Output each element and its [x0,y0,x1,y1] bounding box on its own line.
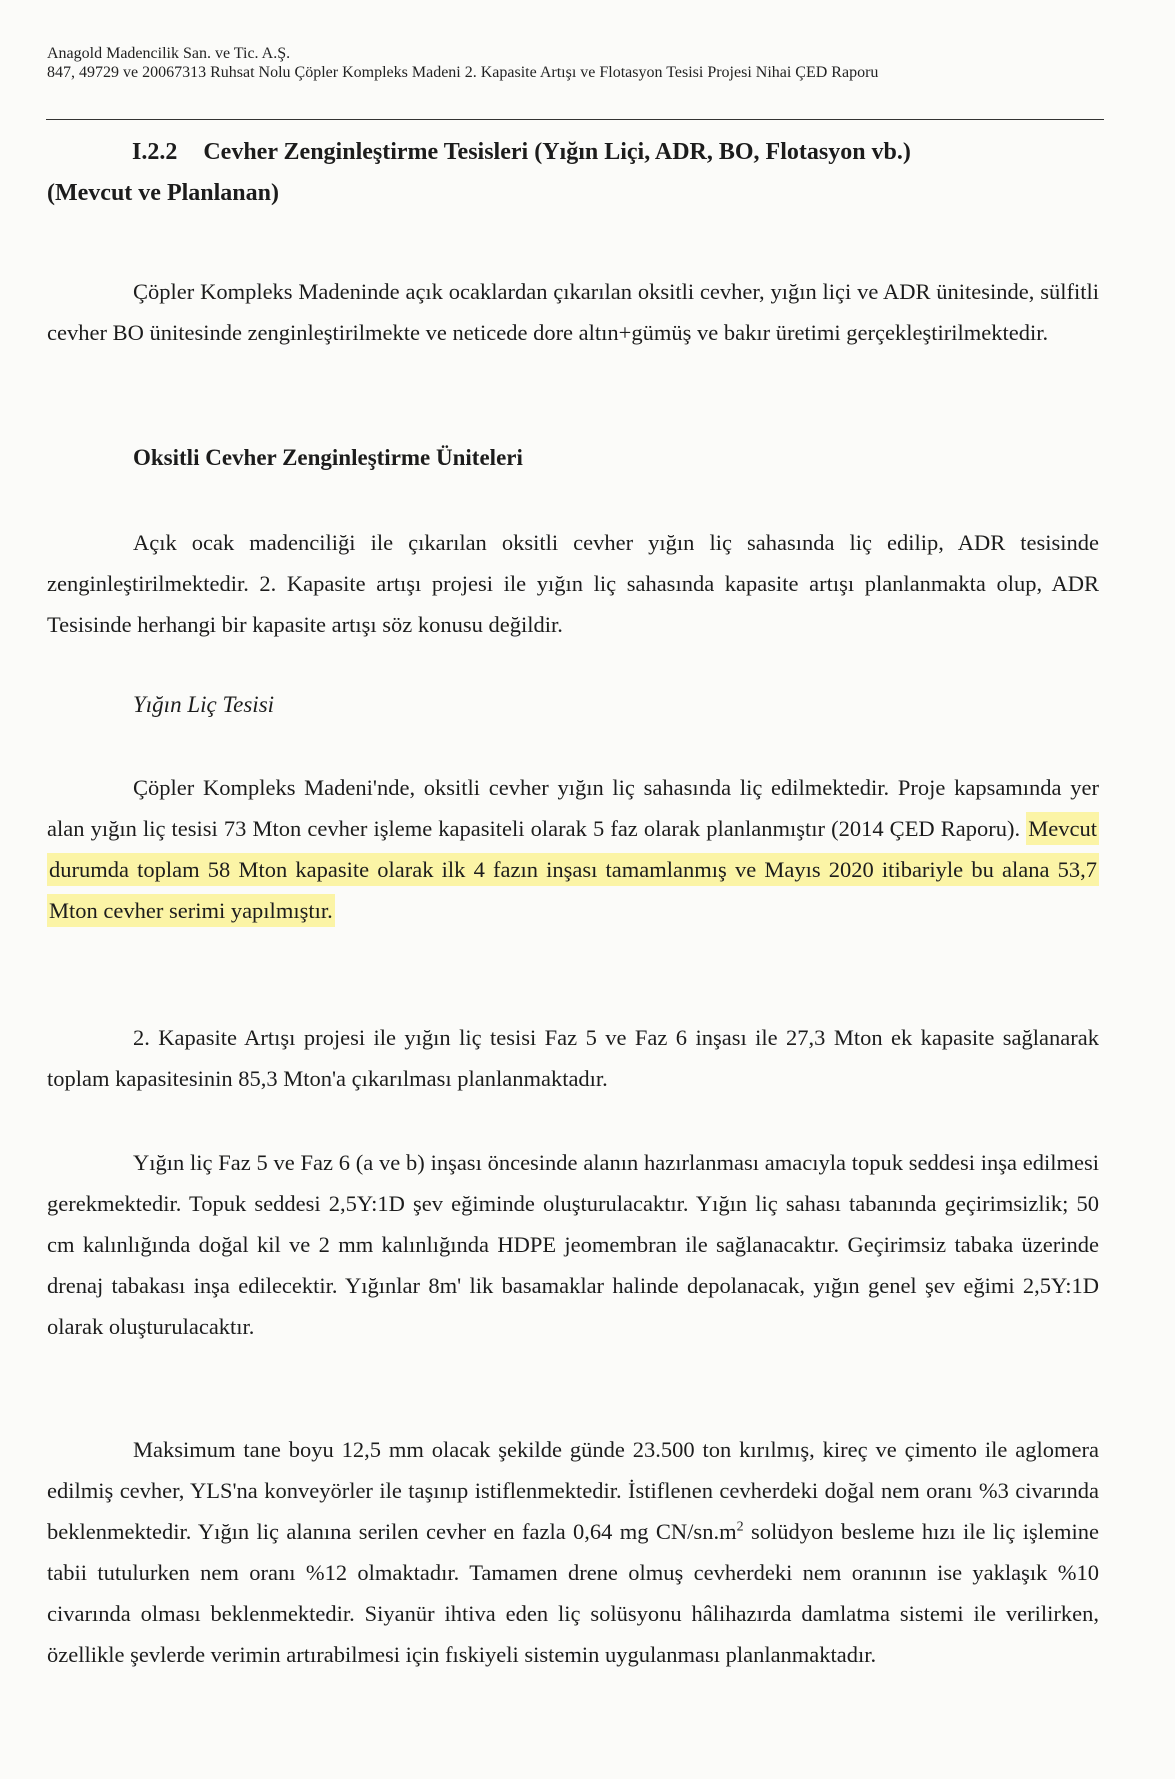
section-number: I.2.2 [132,139,178,165]
running-header [47,44,1107,82]
heap-subheading: Yığın Liç Tesisi [133,692,275,717]
maximum-paragraph-block [47,1429,1099,1675]
heap-paragraph-block [47,767,1099,931]
berm-paragraph: Yığın liç Faz 5 ve Faz 6 (a ve b) inşası öncesinde alanın hazırlanması amacıyla topuk seddesi inşa edilmesi gerekmektedir. Topuk seddesi 2,5Y:1D şev eğiminde oluşturulacaktır. Yığın liç sahası tabanında geçirimsizlik; 50 cm kalınlığında doğal kil ve 2 mm kalınlığında HDPE jeomembran ile sağlanacaktır. Geçirimsiz tabaka üzerinde drenaj tabakası inşa edilecektir. Yığınlar 8m' lik basamaklar halinde depolanacak, yığın genel şev eğimi 2,5Y:1D olarak oluşturulacaktır. [47,1150,1099,1339]
capacity-paragraph-block [47,1017,1099,1099]
capacity-paragraph: 2. Kapasite Artışı projesi ile yığın liç tesisi Faz 5 ve Faz 6 inşası ile 27,3 Mton ek kapasite sağlanarak toplam kapasitesinin 85,3 Mton'a çıkarılması planlanmaktadır. [47,1025,1099,1091]
maximum-text-b: solüdyon besleme hızı ile liç işlemine tabii tutulurken nem oranı %12 olmaktadır. Tamamen drene olmuş cevherdeki nem oranının ise yaklaşık %10 civarında olması beklenmektedir. Siyanür ihtiva eden liç solüsyonu hâlihazırda damlatma sistemi ile verilirken, özellikle şevlerde verimin artırabilmesi için fıskiyeli sistemin uygulanması planlanmaktadır. [47,1519,1099,1667]
intro-paragraph-block [47,271,1099,353]
section-title-line2: (Mevcut ve Planlanan) [47,180,279,206]
heap-text: Çöpler Kompleks Madeni'nde, oksitli cevher yığın liç sahasında liç edilmektedir. Proje kapsamında yer alan yığın liç tesisi 73 Mton cevher işleme kapasiteli olarak 5 faz olarak planlanmıştır (2014 ÇED Raporu). [47,775,1099,841]
oxide-subheading: Oksitli Cevher Zenginleştirme Üniteleri [133,445,523,470]
berm-paragraph-block [47,1142,1099,1347]
header-divider [46,119,1104,120]
heap-paragraph [47,767,1099,931]
oxide-paragraph-block [47,522,1099,645]
heap-subheading-block [47,690,1099,720]
section-title-line1: Cevher Zenginleştirme Tesisleri (Yığın Liçi, ADR, BO, Flotasyon vb.) [203,139,911,165]
squared-superscript: 2 [736,1519,744,1535]
oxide-subheading-block [47,443,1099,473]
highlighted-sentence: Mevcut durumda toplam 58 Mton kapasite olarak ilk 4 fazın inşası tamamlanmış ve Mayıs 2020 itibariyle bu alana 53,7 Mton cevher serimi yapılmıştır. [47,812,1099,927]
section-heading [47,132,1099,214]
intro-paragraph: Çöpler Kompleks Madeninde açık ocaklardan çıkarılan oksitli cevher, yığın liçi ve ADR ünitesinde, sülfitli cevher BO ünitesinde zenginleştirilmekte ve neticede dore altın+gümüş ve bakır üretimi gerçekleştirilmektedir. [47,279,1099,345]
company-name: Anagold Madencilik San. ve Tic. A.Ş. [47,45,291,62]
report-title: 847, 49729 ve 20067313 Ruhsat Nolu Çöpler Kompleks Madeni 2. Kapasite Artışı ve Flotasyon Tesisi Projesi Nihai ÇED Raporu [47,64,879,81]
oxide-paragraph: Açık ocak madenciliği ile çıkarılan oksitli cevher yığın liç sahasında liç edilip, ADR tesisinde zenginleştirilmektedir. 2. Kapasite artışı projesi ile yığın liç sahasında kapasite artışı planlanmakta olup, ADR Tesisinde herhangi bir kapasite artışı söz konusu değildir. [47,530,1099,637]
maximum-text-a: Maksimum tane boyu 12,5 mm olacak şekilde günde 23.500 ton kırılmış, kireç ve çimento ile aglomera edilmiş cevher, YLS'na konveyörler ile taşınıp istiflenmektedir. İstiflenen cevherdeki doğal nem oranı %3 civarında beklenmektedir. Yığın liç alanına serilen cevher en fazla 0,64 mg CN/sn.m [47,1437,1099,1544]
maximum-paragraph [47,1429,1099,1675]
